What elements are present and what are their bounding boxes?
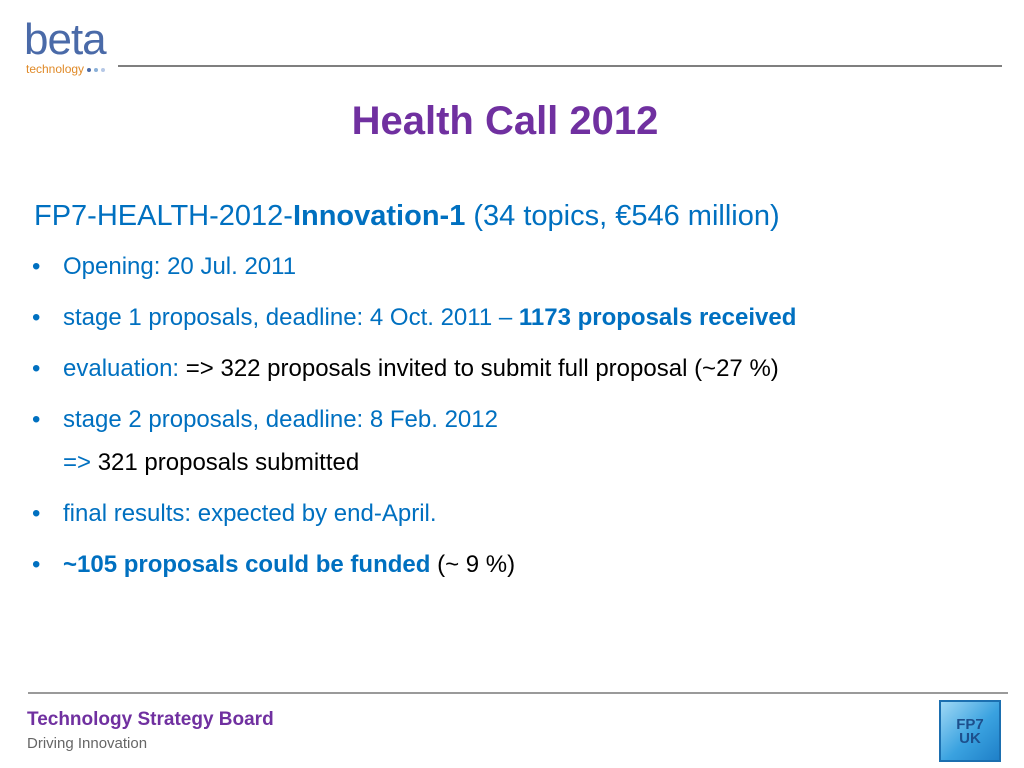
logo-dot-1 [87, 68, 91, 72]
bullet-text: Opening: 20 Jul. 2011 [63, 253, 297, 280]
continuation-text: 321 proposals submitted [97, 449, 360, 476]
bullet-marker: • [32, 551, 41, 578]
logo-subtext-label: technology [26, 62, 85, 76]
bullet-text: stage 1 proposals, deadline: 4 Oct. 2011 – [63, 304, 519, 331]
bullet-item-evaluation [32, 352, 992, 386]
bullet-item-stage1 [32, 301, 992, 335]
footer-org-name: Technology Strategy Board [27, 709, 274, 730]
bullet-emphasis: ~105 proposals could be funded [63, 551, 431, 578]
bullet-item-final-results [32, 497, 992, 531]
footer-tagline: Driving Innovation [27, 735, 148, 752]
bullet-emphasis: 1173 proposals received [518, 304, 797, 331]
logo-subtext [26, 62, 105, 76]
bullet-marker: • [32, 253, 41, 280]
bullet-label: evaluation: [63, 355, 186, 382]
bullet-marker: • [32, 355, 41, 382]
bullet-item-opening [32, 250, 992, 284]
beta-technology-logo [24, 15, 124, 78]
bullet-text: => 322 proposals invited to submit full proposal (~27 %) [185, 355, 779, 382]
bullet-list [32, 250, 992, 599]
bullet-item-funded [32, 548, 992, 582]
logo-wordmark: beta [24, 15, 106, 64]
bullet-marker: • [32, 304, 41, 331]
logo-dot-3 [101, 68, 105, 72]
fp7-badge-line1: FP7 [956, 716, 984, 733]
bullet-item-stage2 [32, 403, 992, 437]
bullet-text: (~ 9 %) [430, 551, 516, 578]
call-heading [34, 198, 780, 234]
bullet-text: stage 2 proposals, deadline: 8 Feb. 2012 [63, 406, 498, 433]
continuation-arrow: => [63, 449, 98, 476]
bullet-marker: • [32, 500, 41, 527]
header-divider [118, 65, 1002, 67]
bullet-continuation-stage2 [32, 446, 992, 480]
fp7-badge-line2: UK [959, 730, 981, 747]
bullet-marker: • [32, 406, 41, 433]
call-heading-suffix: (34 topics, €546 million) [465, 200, 780, 232]
footer-divider [28, 692, 1008, 694]
fp7-uk-badge [939, 700, 1001, 762]
call-heading-prefix: FP7-HEALTH-2012- [34, 200, 293, 232]
call-heading-bold: Innovation-1 [292, 200, 466, 232]
bullet-text: final results: expected by end-April. [63, 500, 437, 527]
logo-dot-2 [94, 68, 98, 72]
slide-title: Health Call 2012 [351, 99, 659, 143]
